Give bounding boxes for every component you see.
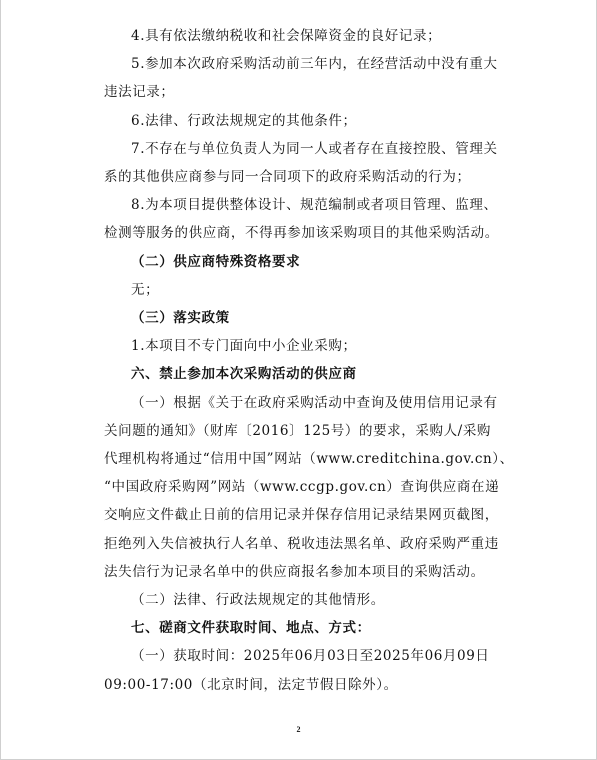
text-line: 8.为本项目提供整体设计、规范编制或者项目管理、监理、 bbox=[131, 197, 498, 214]
text-line: 系的其他供应商参与同一合同项下的政府采购活动的行为； bbox=[104, 169, 471, 185]
text-line: 法失信行为记录名单中的供应商报名参加本项目的采购活动。 bbox=[104, 563, 485, 580]
text-line: （一）根据《关于在政府采购活动中查询及使用信用记录有 bbox=[131, 394, 498, 411]
text-line: 4.具有依法缴纳税收和社会保障资金的良好记录； bbox=[131, 28, 442, 44]
text-line: （一）获取时间：2025年06月03日至2025年06月09日 bbox=[131, 648, 490, 665]
section-heading: （三）落实政策 bbox=[131, 310, 230, 326]
section-heading: （二）供应商特殊资格要求 bbox=[131, 253, 301, 270]
text-line: “中国政府采购网”网站（www.ccgp.gov.cn）查询供应商在递 bbox=[104, 479, 500, 496]
section-heading: 七、磋商文件获取时间、地点、方式： bbox=[131, 620, 371, 637]
text-line: 违法记录； bbox=[104, 84, 175, 101]
text-line: 5.参加本次政府采购活动前三年内，在经营活动中没有重大 bbox=[131, 56, 498, 73]
page-number: 2 bbox=[296, 725, 301, 734]
text-line: 7.不存在与单位负责人为同一人或者存在直接控股、管理关 bbox=[131, 140, 498, 157]
text-line: 拒绝列入失信被执行人名单、税收违法黑名单、政府采购严重违 bbox=[104, 535, 499, 552]
text-line: 交响应文件截止日前的信用记录并保存信用记录结果网页截图， bbox=[104, 507, 499, 524]
text-line: 代理机构将通过“信用中国”网站（www.creditchina.gov.cn）、 bbox=[104, 451, 514, 467]
text-line: 1.本项目不专门面向中小企业采购； bbox=[131, 338, 357, 355]
text-line: 无； bbox=[131, 281, 160, 298]
text-line: 09:00-17:00（北京时间，法定节假日除外）。 bbox=[104, 676, 398, 693]
text-line: 检测等服务的供应商，不得再参加该采购项目的其他采购活动。 bbox=[104, 225, 499, 242]
text-line: 关问题的通知》（财库〔2016〕125号）的要求，采购人/采购 bbox=[104, 422, 492, 439]
text-line: （二）法律、行政法规规定的其他情形。 bbox=[131, 592, 385, 608]
page-border-left bbox=[0, 0, 1, 760]
section-heading: 六、禁止参加本次采购活动的供应商 bbox=[131, 366, 357, 383]
text-line: 6.法律、行政法规规定的其他条件； bbox=[131, 112, 357, 129]
